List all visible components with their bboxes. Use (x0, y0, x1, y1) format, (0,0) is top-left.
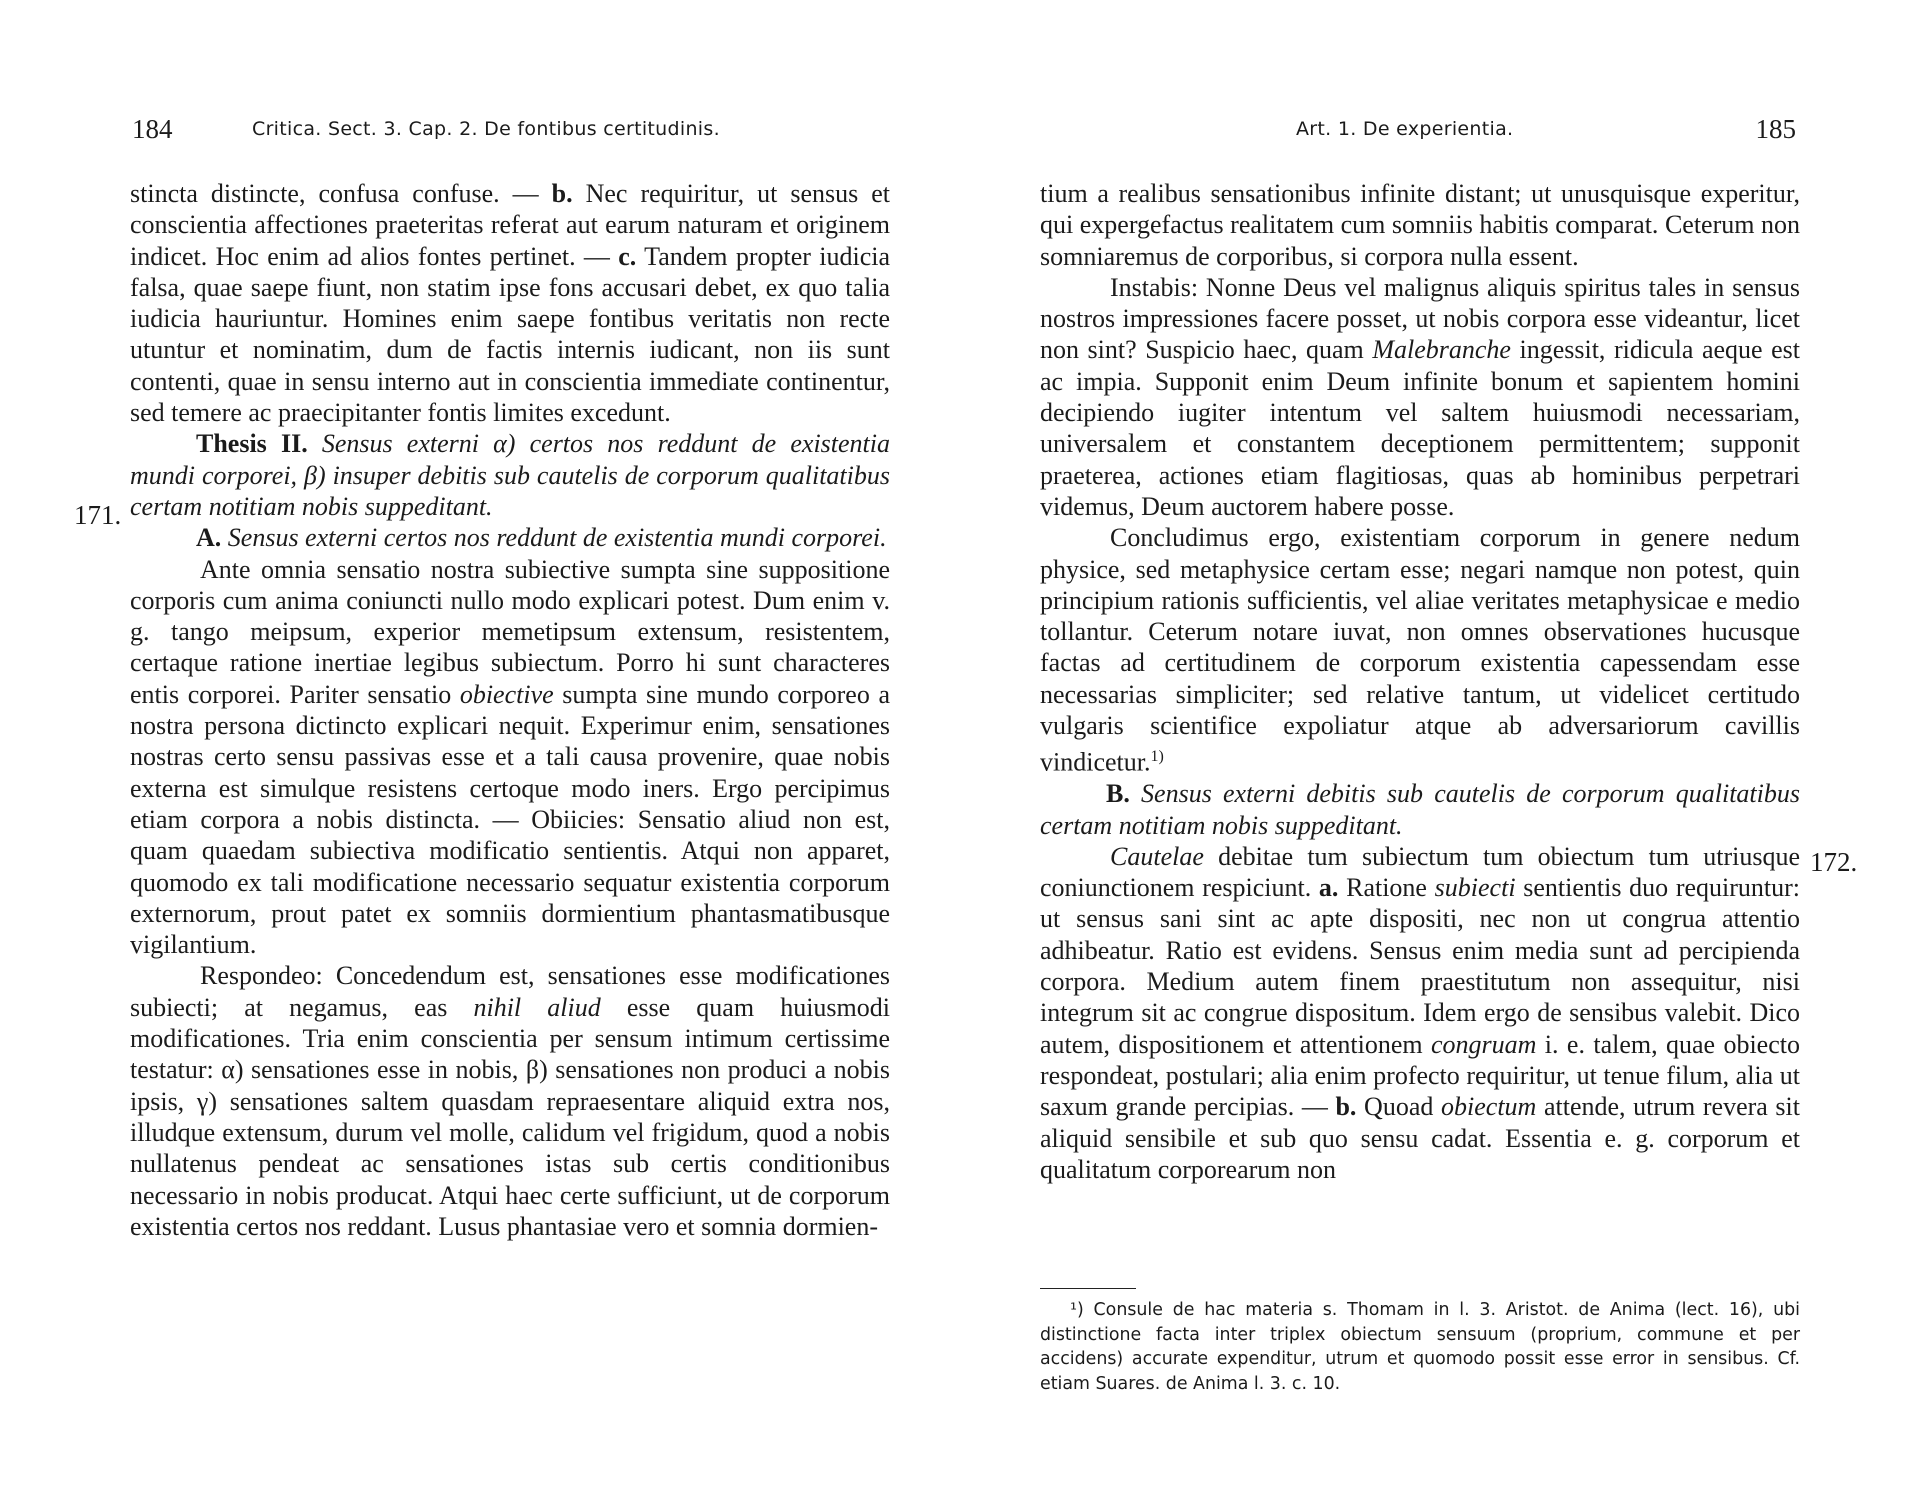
text-run: Nec requiritur, ut sensus et conscientia affectiones praeteritas referat aut earum naturam et originem indicet. Hoc enim ad alios fontes pertinet. — (130, 179, 890, 271)
section-b-text: Sensus externi debitis sub cautelis de corporum qualitatibus certam notitiam nobis suppeditant. (1040, 779, 1800, 840)
margin-number-171: 171. (74, 500, 122, 530)
left-running-title: Critica. Sect. 3. Cap. 2. De fontibus certitudinis. (252, 118, 720, 140)
footnote (1040, 1298, 1800, 1396)
text-run: ingessit, ridicula aeque est ac impia. Supponit enim Deum infinite bonum et sapientem homini decipiendo iugiter intentum vel saltem huiusmodi necessariam, universalem et constantem deceptionem permittentem; supponit praeterea, actiones etiam flagitiosas, quas ab hominibus perpetrari videmus, Deum auctorem habere posse. (1040, 335, 1800, 521)
text-run: i. e. talem, quae obiecto respondeat, postulari; alia enim profecto requiritur, ut tenue filum, alia ut saxum grande percipias. — (1040, 1029, 1800, 1122)
right-running-head (1040, 114, 1802, 148)
enum-label-b: b. (1335, 1092, 1357, 1122)
right-paragraph-4 (1040, 841, 1800, 1185)
left-paragraph-3 (130, 960, 890, 1242)
text-run: Quoad (1356, 1092, 1442, 1122)
emphasis: congruam (1430, 1029, 1537, 1059)
emphasis: obiective (459, 679, 554, 709)
section-a-label: A. (196, 523, 222, 553)
emphasis: Malebranche (1372, 335, 1511, 365)
text-run: stincta distincte, confusa confuse. — (130, 179, 552, 208)
text-run: Ratione (1338, 873, 1435, 903)
text-run: Ante omnia sensatio nostra subiective sumpta sine suppositione corporis cum anima coniuncti nullo modo explicari potest. Dum enim v. g. tango meipsum, experior memetipsum extensum, resistentem, certaque ratione inertiae legibus subiectum. Porro hi sunt characteres entis corporei. Pariter sensatio (130, 554, 890, 709)
text-run: esse quam huiusmodi modificationes. Tria enim conscientia per sensum intimum certissime testatur: α) sensationes esse in nobis, β) sensationes non produci a nobis ipsis, γ) sensationes saltem quasdam repraesentare aliquid extra nos, illudque extensum, durum vel molle, calidum vel frigidum, quod a nobis nullatenus pendeat ac sensationes istas sub certis conditionibus necessario in nobis producat. Atqui haec certe sufficiunt, ut de corporum existentia certos nos reddant. Lusus phantasiae vero et somnia dormien- (130, 992, 890, 1241)
section-a-text: Sensus externi certos nos reddunt de existentia mundi corporei. (221, 523, 887, 553)
emphasis: nihil aliud (473, 992, 601, 1022)
section-b-heading (1040, 778, 1800, 841)
left-paragraph-2 (130, 554, 890, 961)
enum-label-a: a. (1318, 873, 1339, 903)
section-b-label: B. (1106, 779, 1130, 809)
right-running-title: Art. 1. De experientia. (1296, 118, 1514, 140)
text-run: Concludimus ergo, existentiam corporum in genere nedum physice, sed metaphysice certam esse; negari namque non potest, quin principium rationis sufficientis, vel aliae veritates metaphysicae e medio tollantur. Ceterum notare iuvat, non omnes observationes hucusque factas ad certitudinem de corporum existentia capessendam esse necessarias simpliciter; sed relative tantum, ut videlicet certitudo vulgaris scientifice expoliatur atque ab adversariorum cavillis vindicetur. (1040, 523, 1800, 777)
margin-number-172: 172. (1810, 847, 1858, 877)
right-page-number: 185 (1755, 114, 1796, 144)
thesis-2 (130, 428, 890, 522)
footnote-reference[interactable]: 1) (1150, 748, 1164, 766)
left-paragraph-1 (130, 178, 890, 428)
thesis-text: Sensus externi α) certos nos reddunt de existentia mundi corporei, β) insuper debitis sub cautelis de corporum qualitatibus certam notitiam nobis suppeditant. (130, 429, 890, 521)
footnote-rule (1040, 1288, 1136, 1289)
text-run: Instabis: Nonne Deus vel malignus aliquis spiritus tales in sensus nostros impressiones facere posset, ut nobis corpora esse videantur, licet non sint? Suspicio haec, quam (1040, 272, 1800, 365)
right-body-text (1040, 178, 1800, 1185)
enum-label-c: c. (618, 241, 637, 271)
emphasis: obiectum (1441, 1092, 1537, 1122)
enum-label-b: b. (551, 179, 573, 208)
section-a-heading (130, 522, 890, 553)
left-running-head (130, 114, 892, 148)
text-run: Consule de hac materia s. Thomam in l. 3. Aristot. de Anima (lect. 16), ubi distinctione facta inter triplex obiectum sensuum (proprium, commune et per accidens) accurate expenditur, utrum et quomodo possit esse error in sensibus. Cf. etiam Suares. de Anima l. 3. c. 10. (1040, 1300, 1800, 1394)
text-run: Tandem propter iudicia falsa, quae saepe fiunt, non statim ipse fons accusari debet, ex quo talia iudicia hauriuntur. Homines enim saepe fontibus veritatis non recte utuntur et nominatim, dum de factis internis iudicant, non iis sunt contenti, quae in sensu interno aut in conscientia immediate continentur, sed temere ac praecipitanter fontis limites excedunt. (130, 241, 890, 428)
right-paragraph-1: tium a realibus sensationibus infinite distant; ut unusquisque experitur, qui expergefactus realitatem cum somniis habitis comparat. Ceterum non somniaremus de corporibus, si corpora nulla essent. (1040, 179, 1800, 271)
text-run: attende, utrum revera sit aliquid sensibile et sub quo sensu cadat. Essentia e. g. corporum et qualitatum corporearum non (1040, 1092, 1800, 1184)
text-run: debitae tum subiectum tum obiectum tum utriusque coniunctionem respiciunt. (1040, 841, 1800, 903)
text-run: sumpta sine mundo corporeo a nostra persona dictincto explicari nequit. Experimur enim, sensationes nostras certo sensu passivas esse et a tali causa provenire, quae nobis externa est simulque resistens certoque modo iners. Ergo percipimus etiam corpora a nobis distincta. — Obiicies: Sensatio aliud non est, quam quaedam subiectiva modificatio sentientis. Atqui non apparet, quomodo ex tali modificatione necessario sequatur existentia corporum externorum, prout patet ex somniis dormientium phantasmatibusque vigilantium. (130, 679, 890, 960)
text-run: sentientis duo requiruntur: ut sensus sani sint ac apte dispositi, nec non ut congrua attentio adhibeatur. Ratio est evidens. Sensus enim media sunt ad percipienda corpora. Medium autem finem praestitutum non assequitur, nisi integrum sit ac congrue dispositum. Idem ergo de sensibus valebit. Dico autem, dispositionem et attentionem (1040, 873, 1800, 1059)
left-page-number: 184 (132, 114, 173, 144)
right-paragraph-3 (1040, 522, 1800, 778)
footnote-text (1040, 1298, 1800, 1396)
text-run: Respondeo: Concedendum est, sensationes esse modificationes subiecti; at negamus, eas (130, 961, 890, 1022)
left-body-text (130, 178, 890, 1242)
emphasis: subiecti (1434, 873, 1516, 903)
footnote-marker: ¹) (1070, 1300, 1084, 1320)
thesis-label: Thesis II. (196, 429, 308, 459)
right-paragraph-2 (1040, 272, 1800, 522)
emphasis: Cautelae (1110, 841, 1204, 871)
